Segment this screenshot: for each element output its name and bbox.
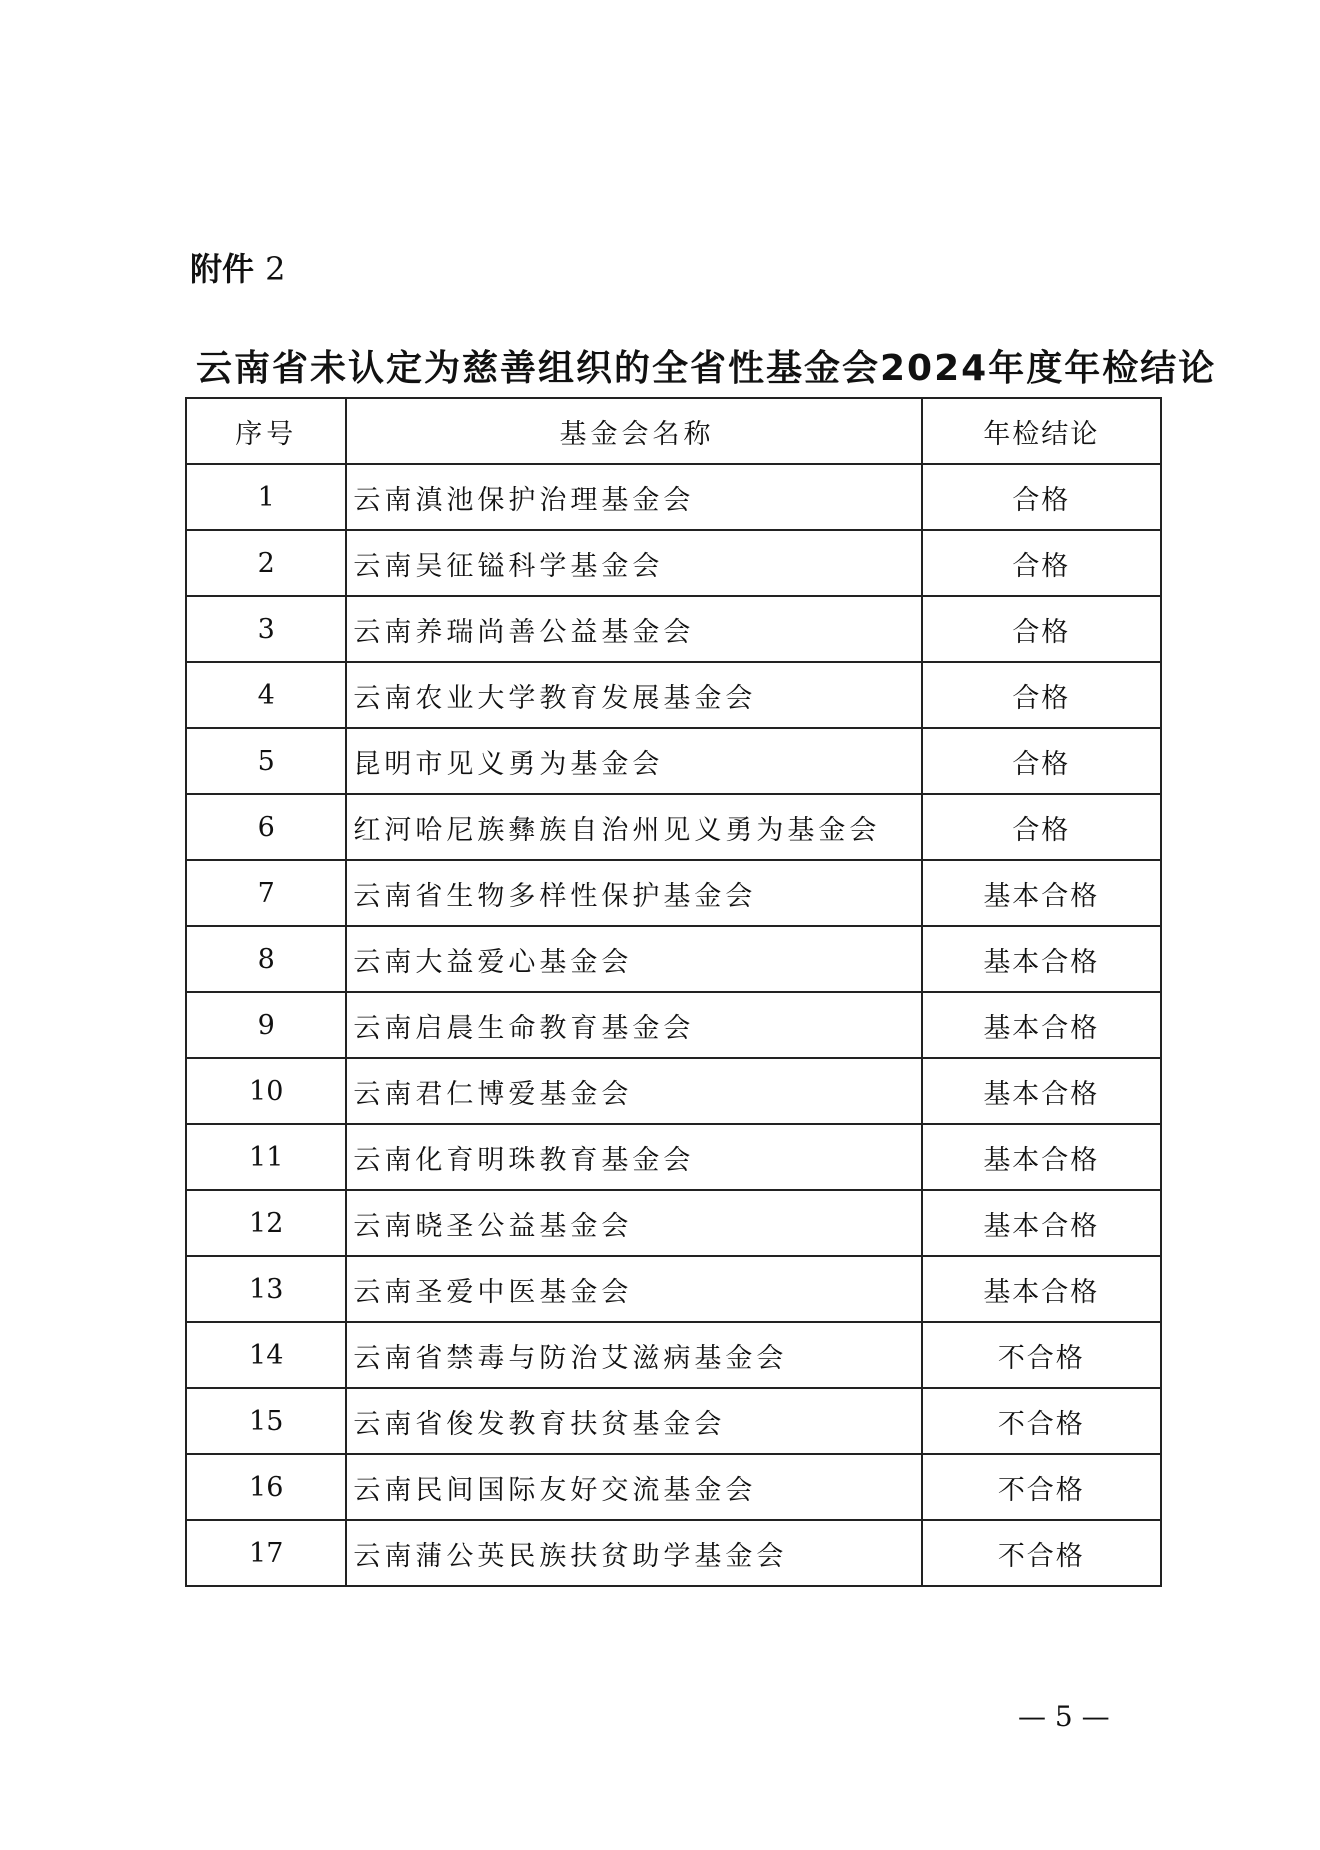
document-title: 云南省未认定为慈善组织的全省性基金会2024年度年检结论	[196, 348, 1217, 389]
row-result: 合格	[922, 464, 1161, 530]
row-name: 云南养瑞尚善公益基金会	[346, 596, 921, 662]
row-result: 合格	[922, 794, 1161, 860]
attachment-text: 附件	[190, 250, 255, 288]
header-index: 序号	[186, 398, 346, 464]
row-index: 9	[186, 992, 346, 1058]
row-name: 云南民间国际友好交流基金会	[346, 1454, 921, 1520]
row-name: 云南大益爱心基金会	[346, 926, 921, 992]
row-name: 云南省禁毒与防治艾滋病基金会	[346, 1322, 921, 1388]
row-index: 16	[186, 1454, 346, 1520]
row-name: 云南圣爱中医基金会	[346, 1256, 921, 1322]
row-index: 11	[186, 1124, 346, 1190]
row-result: 合格	[922, 728, 1161, 794]
row-result: 基本合格	[922, 1256, 1161, 1322]
table-row	[186, 1454, 1161, 1520]
row-result: 基本合格	[922, 860, 1161, 926]
row-name: 云南蒲公英民族扶贫助学基金会	[346, 1520, 921, 1586]
table-row	[186, 926, 1161, 992]
row-result: 合格	[922, 596, 1161, 662]
row-index: 2	[186, 530, 346, 596]
row-index: 7	[186, 860, 346, 926]
row-result: 合格	[922, 530, 1161, 596]
table-row	[186, 1124, 1161, 1190]
row-index: 10	[186, 1058, 346, 1124]
table-body	[186, 464, 1161, 1586]
table-row	[186, 860, 1161, 926]
row-result: 基本合格	[922, 1058, 1161, 1124]
table-row	[186, 1058, 1161, 1124]
table-row	[186, 464, 1161, 530]
row-index: 8	[186, 926, 346, 992]
row-result: 基本合格	[922, 1124, 1161, 1190]
row-result: 基本合格	[922, 1190, 1161, 1256]
table-header-row	[186, 398, 1161, 464]
row-name: 云南启晨生命教育基金会	[346, 992, 921, 1058]
row-result: 不合格	[922, 1454, 1161, 1520]
row-name: 云南化育明珠教育基金会	[346, 1124, 921, 1190]
table-row	[186, 596, 1161, 662]
table-row	[186, 1256, 1161, 1322]
row-result: 基本合格	[922, 992, 1161, 1058]
row-index: 6	[186, 794, 346, 860]
table-row	[186, 530, 1161, 596]
table-row	[186, 1190, 1161, 1256]
row-index: 3	[186, 596, 346, 662]
results-table	[185, 397, 1162, 1587]
row-name: 云南滇池保护治理基金会	[346, 464, 921, 530]
row-name: 云南省俊发教育扶贫基金会	[346, 1388, 921, 1454]
row-index: 14	[186, 1322, 346, 1388]
page-number: — 5 —	[1018, 1700, 1110, 1733]
table-row	[186, 662, 1161, 728]
row-name: 昆明市见义勇为基金会	[346, 728, 921, 794]
header-name: 基金会名称	[346, 398, 921, 464]
row-name: 云南省生物多样性保护基金会	[346, 860, 921, 926]
row-index: 17	[186, 1520, 346, 1586]
row-index: 13	[186, 1256, 346, 1322]
table-row	[186, 728, 1161, 794]
row-index: 1	[186, 464, 346, 530]
table-row	[186, 992, 1161, 1058]
row-result: 基本合格	[922, 926, 1161, 992]
row-name: 云南吴征镒科学基金会	[346, 530, 921, 596]
attachment-label	[190, 244, 286, 290]
row-index: 5	[186, 728, 346, 794]
row-result: 不合格	[922, 1388, 1161, 1454]
row-result: 合格	[922, 662, 1161, 728]
row-name: 云南晓圣公益基金会	[346, 1190, 921, 1256]
row-name: 云南君仁博爱基金会	[346, 1058, 921, 1124]
table-row	[186, 794, 1161, 860]
row-name: 红河哈尼族彝族自治州见义勇为基金会	[346, 794, 921, 860]
header-result: 年检结论	[922, 398, 1161, 464]
row-index: 4	[186, 662, 346, 728]
row-result: 不合格	[922, 1322, 1161, 1388]
attachment-number: 2	[265, 250, 286, 288]
row-name: 云南农业大学教育发展基金会	[346, 662, 921, 728]
table-row	[186, 1388, 1161, 1454]
table-row	[186, 1520, 1161, 1586]
table-row	[186, 1322, 1161, 1388]
row-index: 15	[186, 1388, 346, 1454]
row-index: 12	[186, 1190, 346, 1256]
row-result: 不合格	[922, 1520, 1161, 1586]
